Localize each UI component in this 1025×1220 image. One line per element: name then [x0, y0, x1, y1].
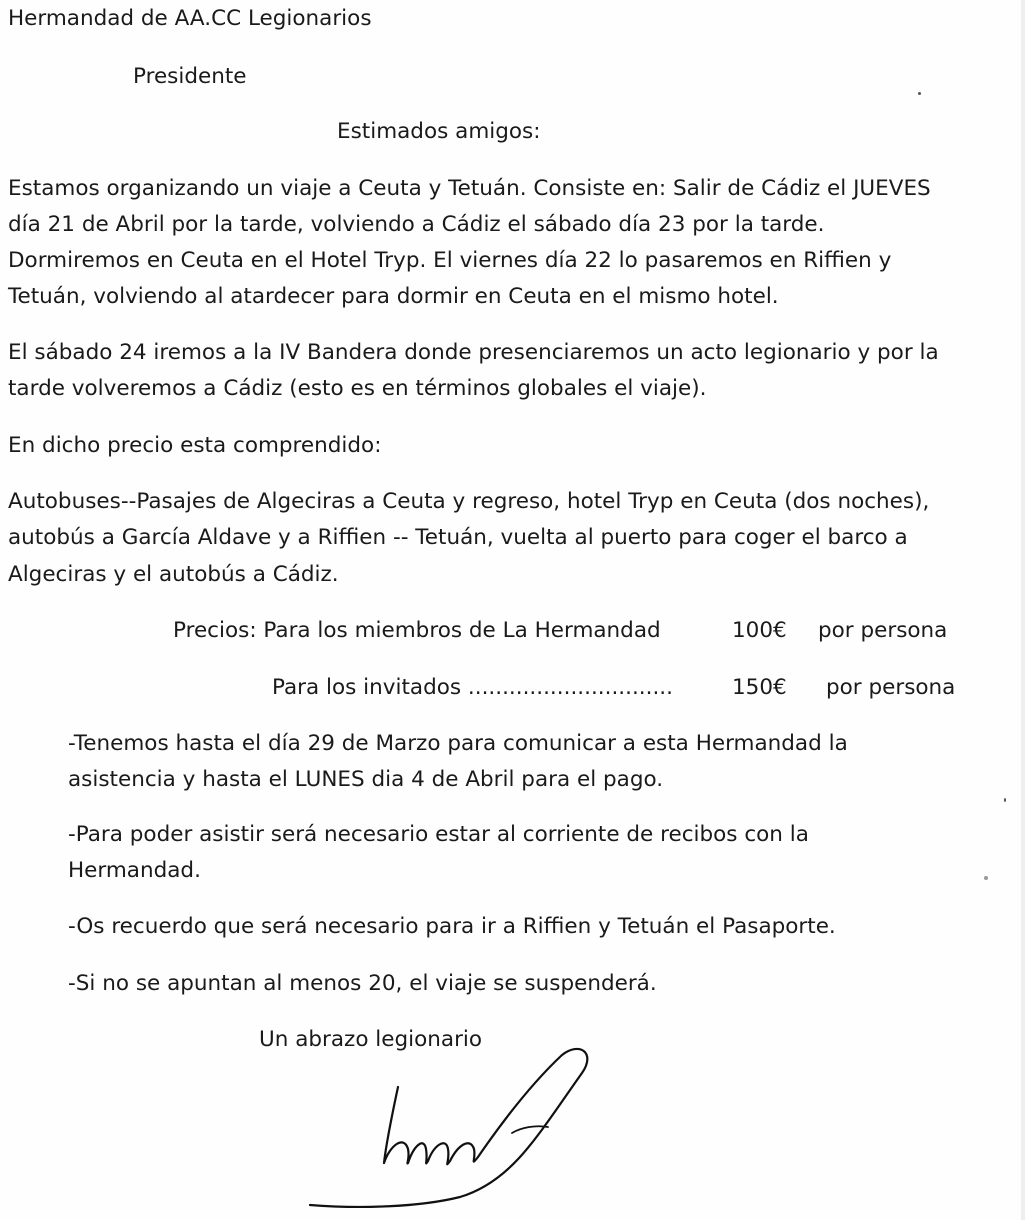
text-line: Estamos organizando un viaje a Ceuta y Tetuán. Consiste en: Salir de Cádiz el JUEVES [8, 176, 931, 201]
price-guests-label: Para los invitados .............................. [272, 675, 673, 700]
paragraph-included: En dicho precio esta comprendido: [8, 433, 382, 458]
text-line: Autobuses--Pasajes de Algeciras a Ceuta y regreso, hotel Tryp en Ceuta (dos noches), [8, 489, 930, 514]
organization-name: Hermandad de AA.CC Legionarios [8, 6, 372, 31]
sender-role: Presidente [133, 64, 247, 89]
price-members-unit: por persona [818, 618, 948, 643]
text-line: autobús a García Aldave y a Riffien -- Tetuán, vuelta al puerto para coger el barco a [8, 525, 908, 550]
paper-speck [1004, 798, 1006, 802]
closing: Un abrazo legionario [259, 1027, 483, 1052]
note-line: -Os recuerdo que será necesario para ir a Riffien y Tetuán el Pasaporte. [68, 914, 836, 939]
text-line: Algeciras y el autobús a Cádiz. [8, 562, 339, 587]
paper-speck [918, 92, 921, 95]
paper-edge [1021, 0, 1025, 1220]
price-members-label: Precios: Para los miembros de La Hermandad [173, 618, 661, 643]
signature-icon [300, 1045, 620, 1220]
text-line: El sábado 24 iremos a la IV Bandera donde presenciaremos un acto legionario y por la [8, 340, 939, 365]
paper-speck [984, 876, 988, 880]
price-guests-unit: por persona [826, 675, 956, 700]
note-line: -Tenemos hasta el día 29 de Marzo para comunicar a esta Hermandad la [68, 731, 848, 756]
price-guests-value: 150€ [732, 675, 787, 700]
text-line: día 21 de Abril por la tarde, volviendo a Cádiz el sábado día 23 por la tarde. [8, 212, 825, 237]
note-line: -Para poder asistir será necesario estar al corriente de recibos con la [68, 822, 809, 847]
greeting: Estimados amigos: [337, 119, 541, 144]
note-line: asistencia y hasta el LUNES dia 4 de Abril para el pago. [68, 767, 664, 792]
price-members-value: 100€ [732, 618, 787, 643]
text-line: Dormiremos en Ceuta en el Hotel Tryp. El viernes día 22 lo pasaremos en Riffien y [8, 248, 892, 273]
note-line: Hermandad. [68, 858, 201, 883]
note-line: -Si no se apuntan al menos 20, el viaje se suspenderá. [68, 971, 657, 996]
text-line: Tetuán, volviendo al atardecer para dormir en Ceuta en el mismo hotel. [8, 284, 779, 309]
text-line: tarde volveremos a Cádiz (esto es en términos globales el viaje). [8, 376, 707, 401]
